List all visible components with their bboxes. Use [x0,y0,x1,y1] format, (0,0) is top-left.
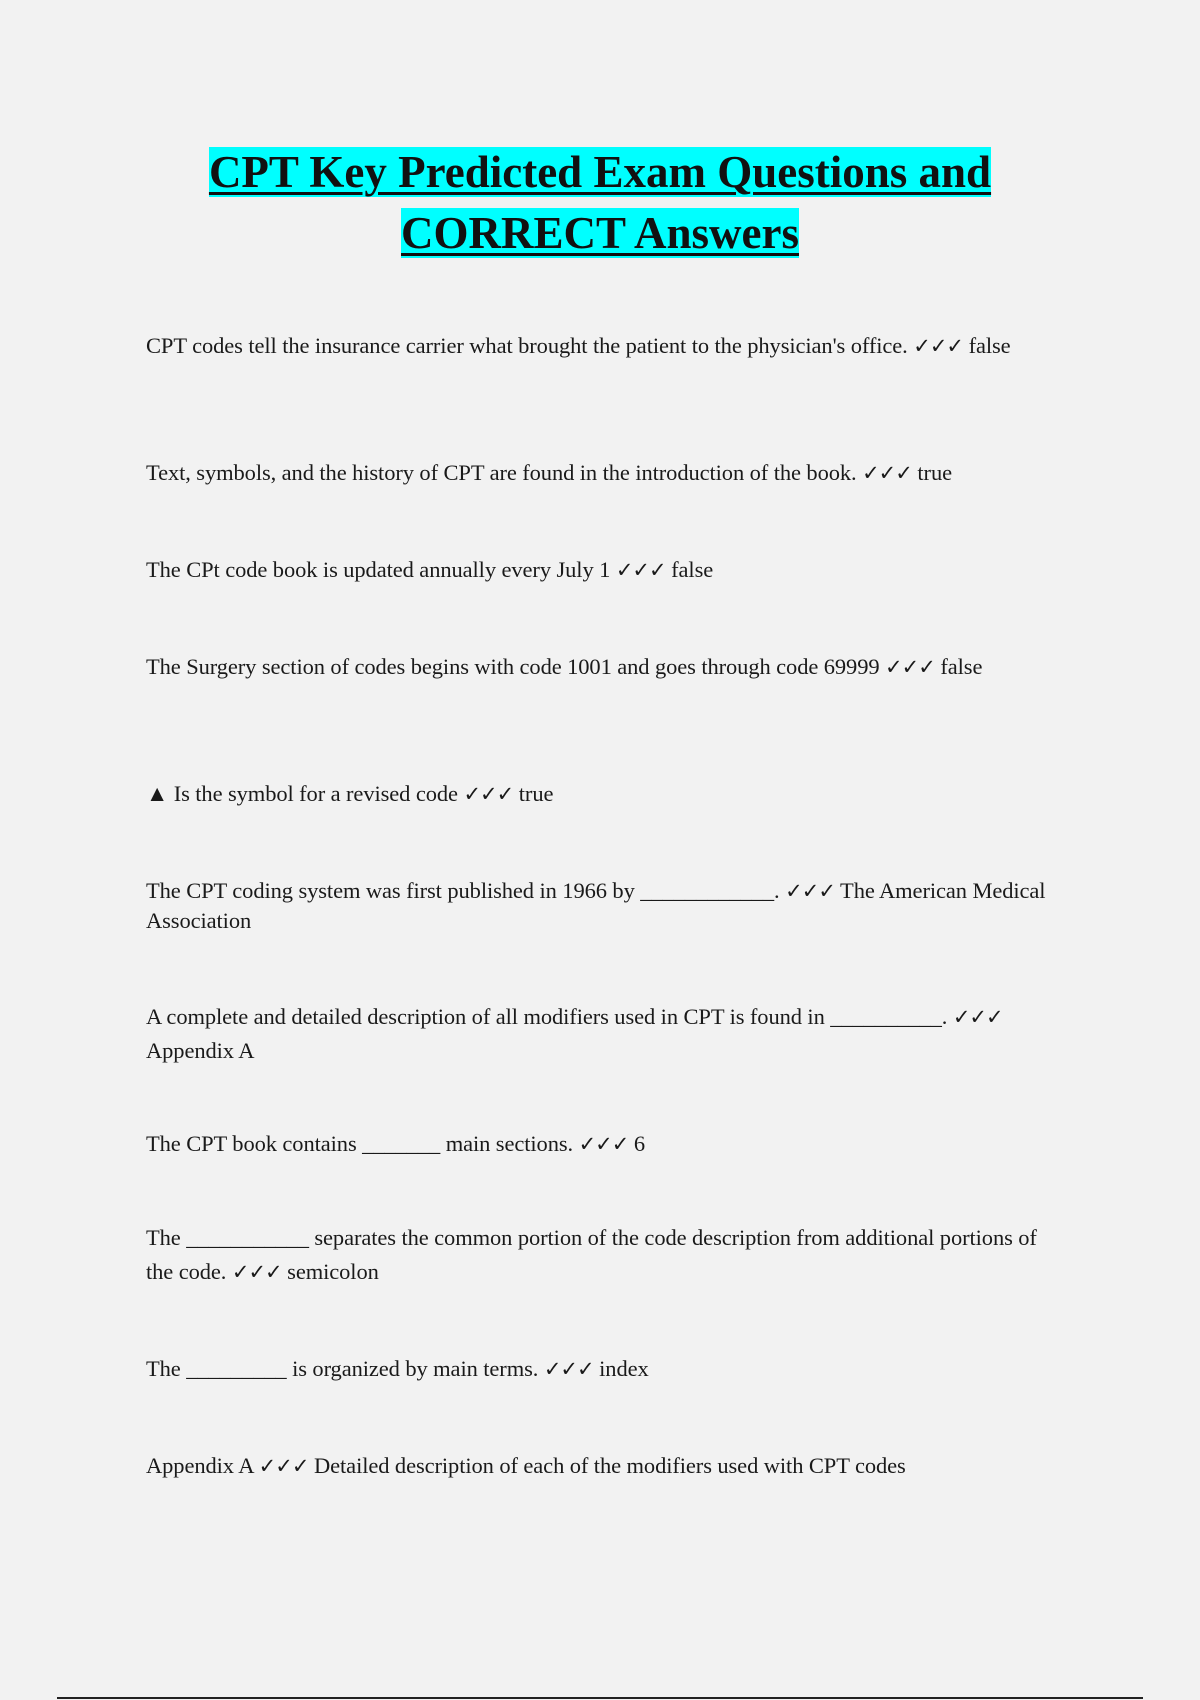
check-marks: ✓✓✓ [543,1357,594,1381]
qa-item-11 [146,1451,1046,1481]
answer-text: index [599,1356,649,1381]
qa-item-3 [146,555,1046,585]
check-marks: ✓✓✓ [231,1260,282,1284]
check-marks: ✓✓✓ [258,1454,309,1478]
question-text: The CPt code book is updated annually every July 1 [146,557,611,582]
check-marks: ✓✓✓ [615,558,666,582]
check-marks: ✓✓✓ [952,1005,1003,1029]
question-text: The _________ is organized by main terms. [146,1356,539,1381]
question-text: The CPT book contains _______ main sections. [146,1131,574,1156]
qa-item-6 [146,876,1046,936]
qa-item-1 [146,331,1046,361]
answer-text: false [671,557,714,582]
qa-item-2 [146,458,1046,488]
question-text: The CPT coding system was first published in 1966 by ____________. [146,878,780,903]
check-marks: ✓✓✓ [862,461,912,485]
qa-item-4 [146,652,1046,682]
answer-text: false [940,654,983,679]
check-marks: ✓✓✓ [913,334,964,358]
check-marks: ✓✓✓ [885,655,935,679]
answer-text: semicolon [287,1259,379,1284]
qa-item-5 [146,779,1046,809]
check-marks: ✓✓✓ [785,879,835,903]
question-text: The ___________ separates the common portion of the code description from additional portions of the code. [146,1225,1037,1284]
question-text: Appendix A [146,1453,254,1478]
check-marks: ✓✓✓ [578,1132,629,1156]
qa-item-8 [146,1129,1046,1159]
question-text: ▲ Is the symbol for a revised code [146,781,458,806]
qa-item-10 [146,1354,1046,1384]
page-bottom-divider [57,1697,1143,1699]
answer-text: 6 [633,1131,646,1156]
answer-text: Detailed description of each of the modifiers used with CPT codes [314,1453,906,1478]
answer-text: Appendix A [146,1038,255,1063]
title-line-2: CORRECT Answers [401,208,799,258]
answer-text: false [968,333,1011,358]
qa-item-7 [146,1000,1046,1067]
question-text: The Surgery section of codes begins with code 1001 and goes through code 69999 [146,654,880,679]
question-text: Text, symbols, and the history of CPT are found in the introduction of the book. [146,460,857,485]
question-text: A complete and detailed description of all modifiers used in CPT is found in __________. [146,1004,948,1029]
answer-text: true [518,781,554,806]
qa-item-9 [146,1221,1046,1289]
check-marks: ✓✓✓ [463,782,514,806]
question-text: CPT codes tell the insurance carrier what brought the patient to the physician's office. [146,333,908,358]
answer-text: true [917,460,952,485]
document-title [100,142,1100,264]
title-line-1: CPT Key Predicted Exam Questions and [208,147,992,197]
answer-text: The American Medical Association [146,878,1046,933]
